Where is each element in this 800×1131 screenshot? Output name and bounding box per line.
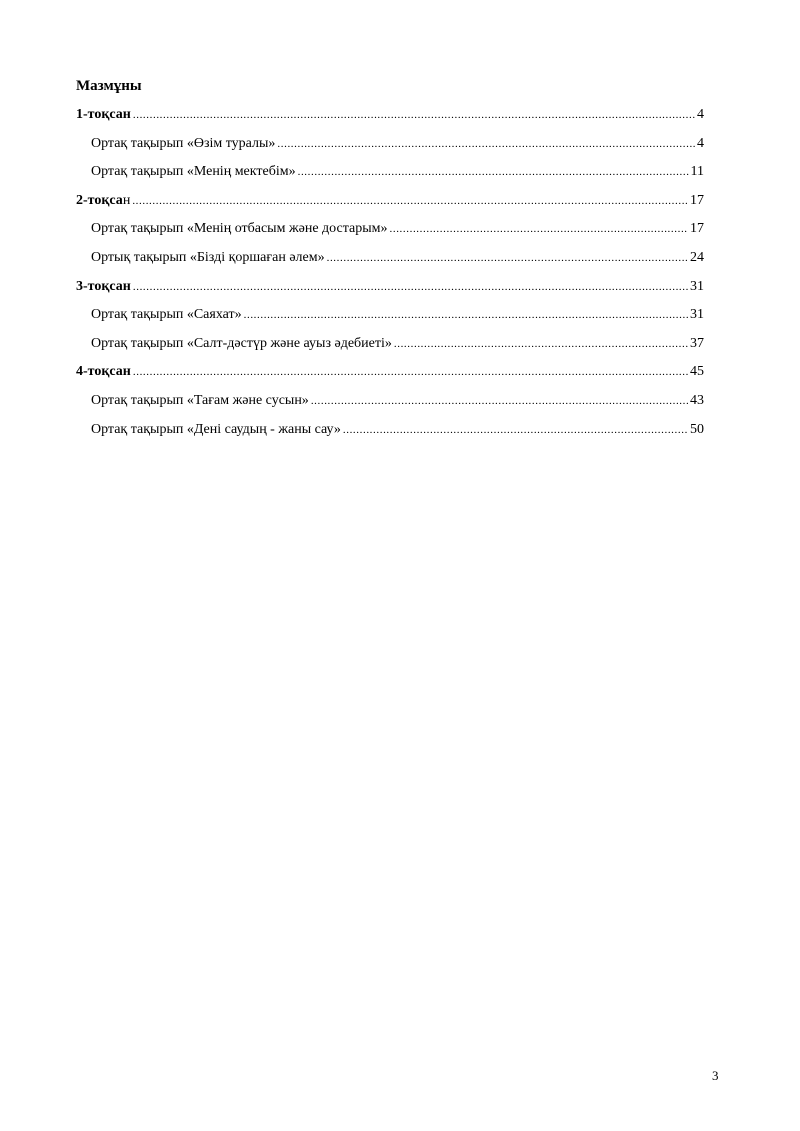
dot-leader (390, 219, 689, 239)
toc-entry-page: 17 (690, 221, 704, 237)
toc-entry-healthy-body[interactable] (76, 420, 704, 449)
dot-leader (133, 277, 688, 297)
dot-leader (133, 105, 695, 125)
dot-leader (394, 334, 688, 354)
toc-entry-label: 3-тоқсан (76, 278, 131, 294)
toc-entry-quarter-3[interactable] (76, 277, 704, 306)
toc-entry-label: Ортақ тақырып «Дені саудың - жаны сау» (91, 421, 341, 437)
toc-entry-label: Ортақ тақырып «Өзім туралы» (91, 135, 276, 151)
dot-leader (311, 391, 688, 411)
toc-entry-page: 37 (690, 335, 704, 351)
toc-entry-label: 1-тоқсан (76, 107, 131, 122)
toc-entry-page: 17 (690, 192, 704, 208)
toc-entry-label: Ортақ тақырып «Саяхат» (91, 307, 242, 323)
toc-entry-food-drink[interactable] (76, 391, 704, 420)
toc-entry-quarter-2[interactable] (76, 191, 704, 220)
toc-entry-page: 43 (690, 392, 704, 408)
toc-entry-label: Ортақ тақырып «Салт-дәстүр және ауыз әдебиеті» (91, 335, 392, 351)
page-number: 3 (712, 1068, 719, 1083)
toc-entry-page: 31 (690, 307, 704, 323)
toc-entry-page: 4 (697, 107, 704, 122)
toc-entry-family-friends[interactable] (76, 219, 704, 248)
toc-entry-quarter-4[interactable] (76, 362, 704, 391)
toc-title: Мазмұны (76, 78, 142, 94)
toc-entry-page: 31 (690, 278, 704, 294)
toc-entry-page: 11 (690, 164, 704, 180)
toc-entry-my-school[interactable] (76, 162, 704, 191)
toc-entry-label: Ортақ тақырып «Тағам және сусын» (91, 392, 309, 408)
toc-entry-world-around-us[interactable] (76, 248, 704, 277)
toc-entry-label: 2-тоқсан (76, 192, 131, 208)
toc-entry-label: Ортық тақырып «Бізді қоршаған әлем» (91, 249, 325, 265)
table-of-contents (76, 105, 704, 448)
toc-entry-label: 4-тоқсан (76, 364, 131, 380)
toc-entry-quarter-1[interactable] (76, 105, 704, 134)
toc-entry-page: 50 (690, 421, 704, 437)
toc-entry-label: Ортақ тақырып «Менің мектебім» (91, 164, 296, 180)
dot-leader (343, 420, 688, 440)
dot-leader (277, 134, 695, 154)
dot-leader (132, 191, 688, 211)
toc-entry-traditions-folklore[interactable] (76, 334, 704, 363)
dot-leader (298, 162, 689, 182)
toc-entry-page: 45 (690, 364, 704, 380)
toc-entry-page: 4 (697, 135, 704, 151)
toc-entry-about-myself[interactable] (76, 134, 704, 163)
toc-entry-label: Ортақ тақырып «Менің отбасым және достарым» (91, 221, 388, 237)
dot-leader (133, 362, 688, 382)
toc-entry-travel[interactable] (76, 305, 704, 334)
toc-entry-page: 24 (690, 249, 704, 265)
dot-leader (244, 305, 688, 325)
dot-leader (327, 248, 688, 268)
